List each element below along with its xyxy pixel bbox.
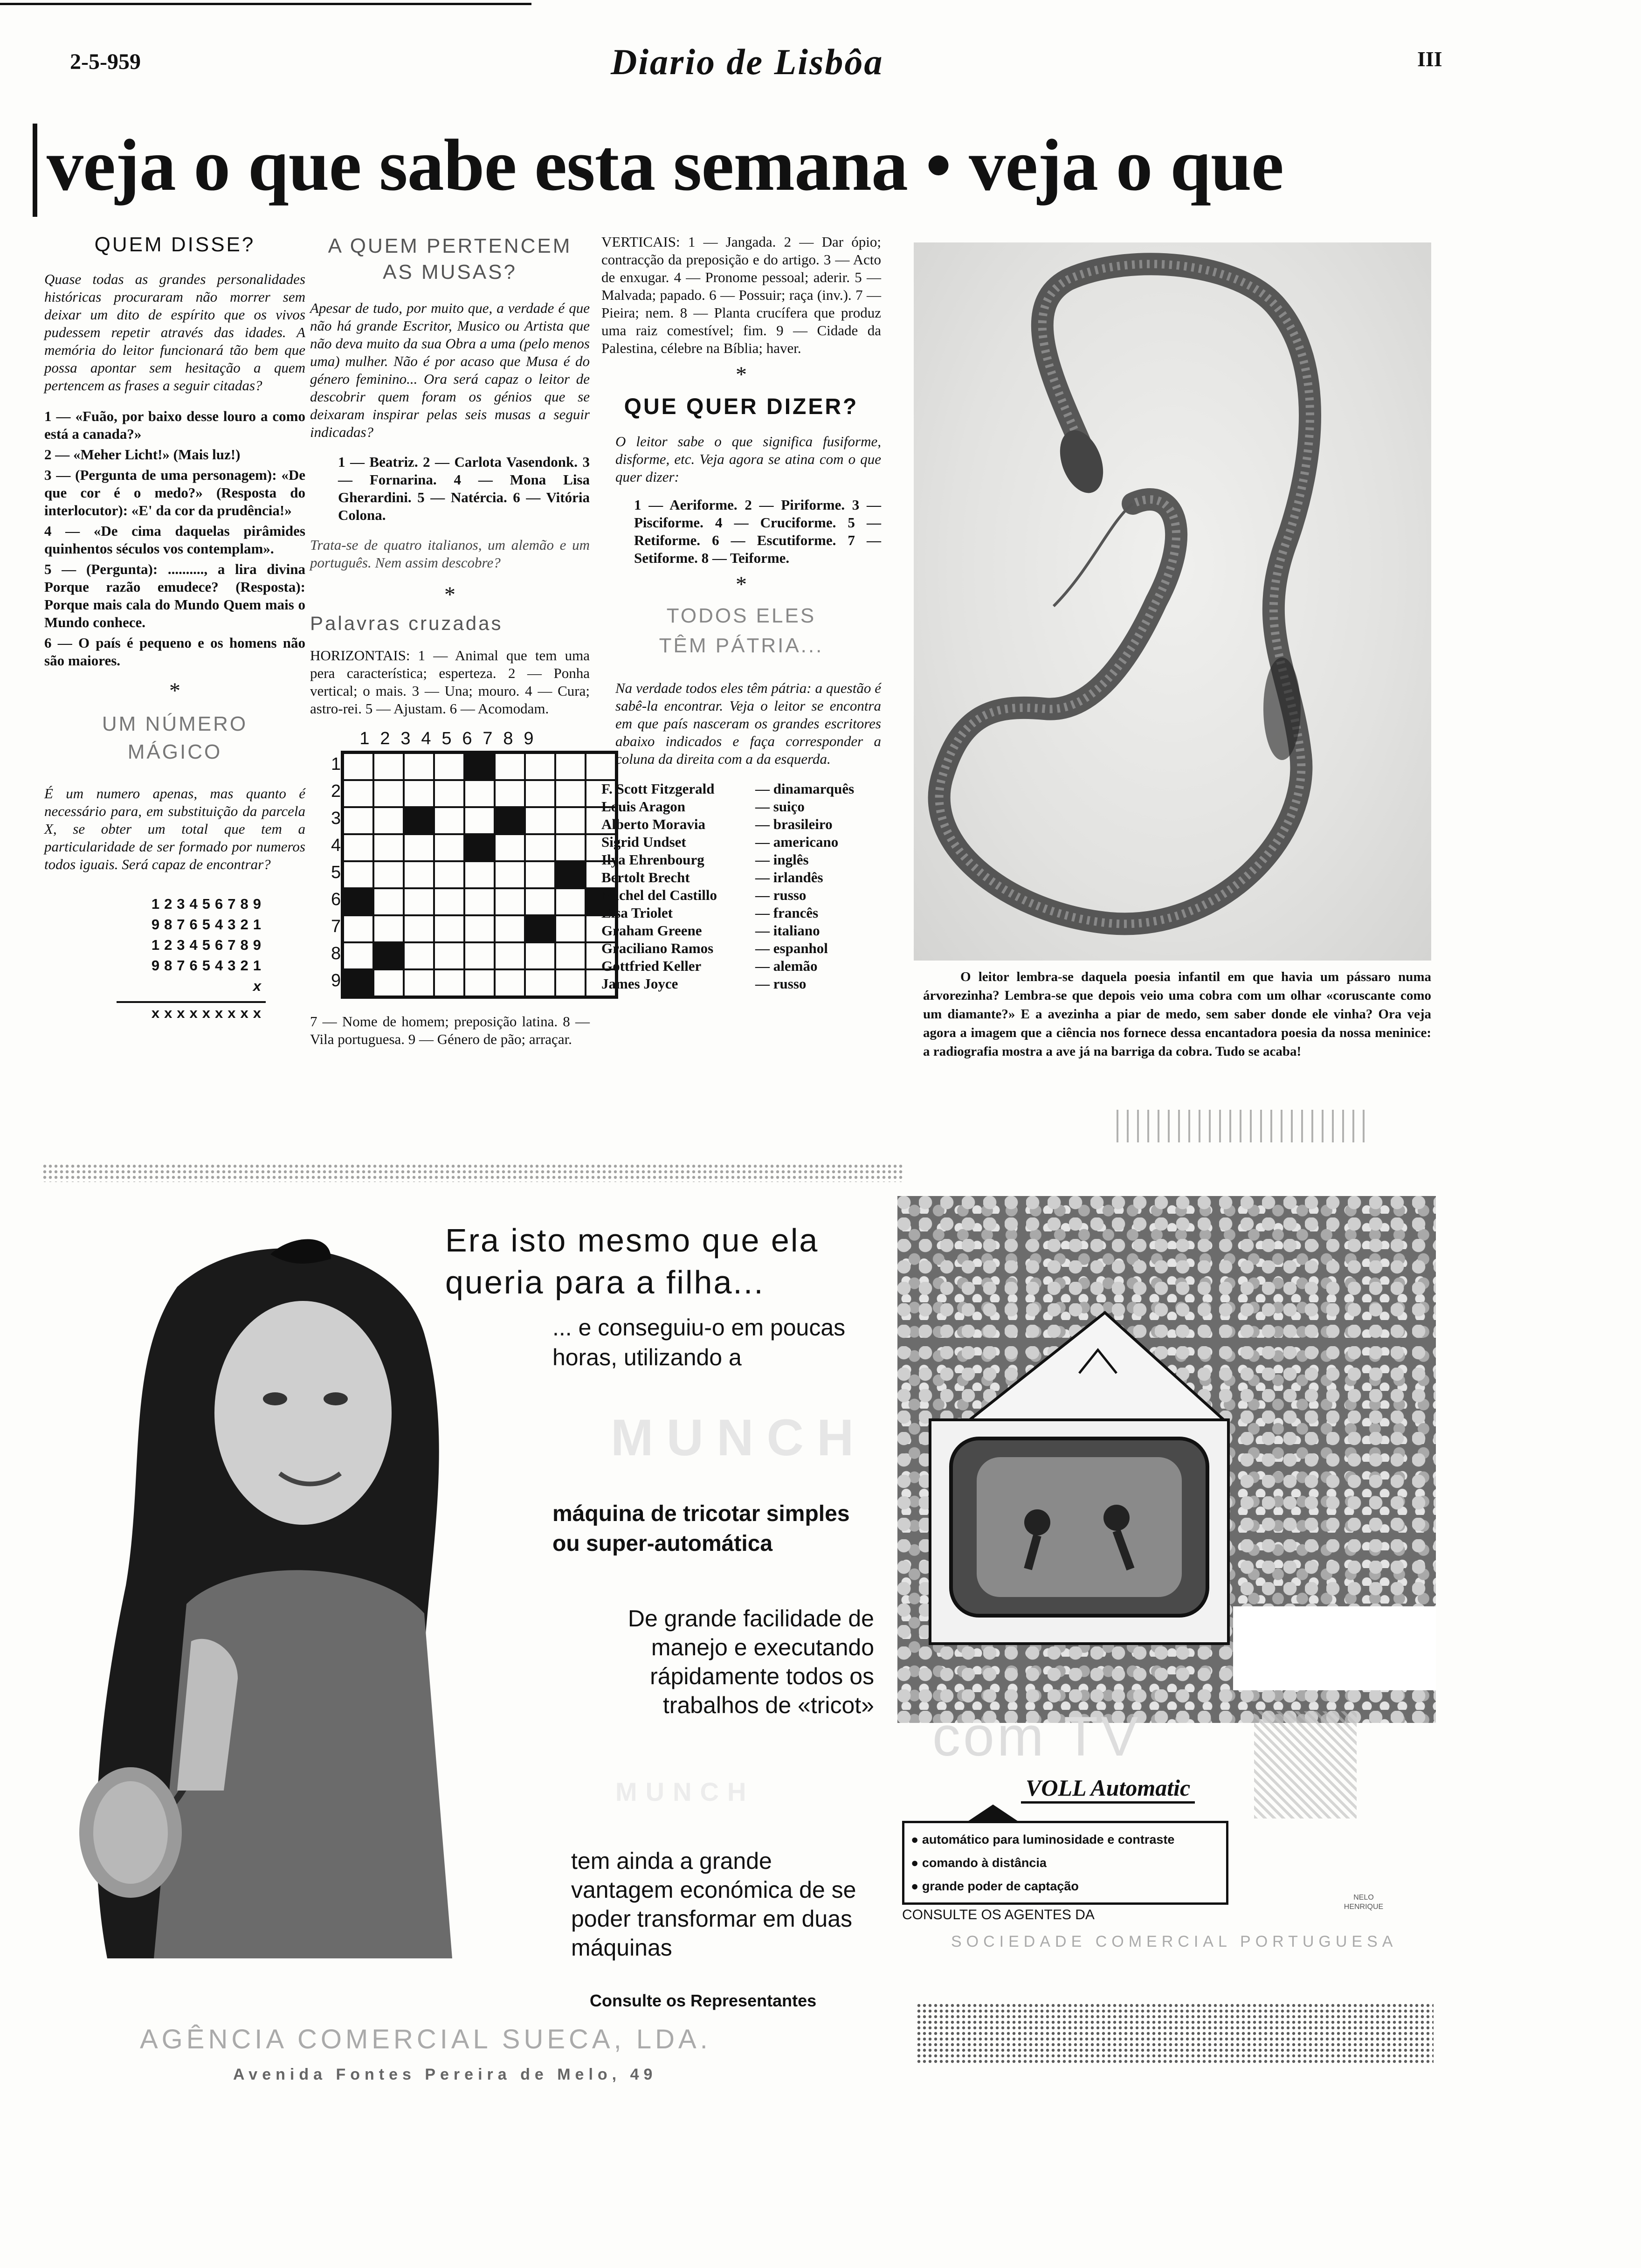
todos-tem-patria-intro: Na verdade todos eles têm pátria: a questão é sabê-la encontrar. Veja o leitor se encontra em que país nasceram os grandes escritores abaixo indicados e faça corresponder a coluna da direita com a da esquerda.: [615, 680, 881, 767]
col-num: 6: [462, 729, 472, 748]
crossword-cell[interactable]: [343, 942, 373, 969]
crossword-cell[interactable]: [555, 942, 586, 969]
col-num: 3: [400, 729, 411, 748]
writer-name: Gottfried Keller: [601, 958, 702, 974]
crossword-cell[interactable]: [404, 753, 434, 780]
newspaper-title: Diario de Lisbôa: [611, 41, 884, 82]
top-rule: [0, 3, 531, 5]
writer-name: Graham Greene: [601, 922, 702, 939]
crossword-cell[interactable]: [434, 861, 464, 888]
writer-name: Bertolt Brecht: [601, 869, 690, 885]
voll-automatic-logo: VOLL Automatic: [1021, 1774, 1195, 1804]
crossword-cell[interactable]: [404, 969, 434, 996]
crossword-cell[interactable]: [343, 834, 373, 861]
separator-star: *: [169, 678, 180, 703]
column-quem-disse: [44, 233, 305, 1023]
crossword-cell[interactable]: [434, 942, 464, 969]
ad-description: De grande facilidade de manejo e executando rápidamente todos os trabalhos de «tricot»: [627, 1605, 874, 1718]
writer-country: — brasileiro: [755, 816, 833, 832]
feature-2: ● comando à distância: [911, 1856, 1047, 1870]
que-quer-dizer-intro: O leitor sabe o que significa fusiforme, disforme, etc. Veja agora se atina com o que quer dizer:: [615, 433, 881, 485]
features-box: [902, 1821, 1228, 1905]
number-row-2: 987654321: [151, 916, 266, 933]
palavras-cruzadas-heading: Palavras cruzadas: [310, 612, 503, 634]
crossword-cell[interactable]: [464, 915, 495, 942]
feature-2-label: comando à distância: [922, 1856, 1047, 1870]
horizontais-clues-cont: 7 — Nome de homem; preposição latina. 8 — Vila portuguesa. 9 — Género de pão; arraçar.: [310, 1013, 590, 1047]
number-total: xxxxxxxxx: [151, 1005, 266, 1021]
musas-list: 1 — Beatriz. 2 — Carlota Vasendonk. 3 — Fornarina. 4 — Mona Lisa Gherardini. 5 — Natércia. 6 — Vitória Colona.: [338, 454, 590, 523]
writer-row: [601, 886, 881, 904]
crossword-cell[interactable]: [434, 834, 464, 861]
que-quer-dizer-heading: QUE QUER DIZER?: [624, 394, 859, 419]
writer-row: [601, 833, 881, 851]
writer-row: [601, 798, 881, 816]
crossword-cell[interactable]: [555, 969, 586, 996]
quote-5: 5 — (Pergunta): .........., a lira divina Porque razão emudece? (Resposta): Porque mais cala do Mundo Quem mais o Mundo conhece.: [44, 561, 305, 630]
writer-country: — irlandês: [755, 869, 823, 885]
col-num: 9: [524, 729, 534, 748]
number-row-4: 987654321: [151, 957, 266, 974]
crossword-cell[interactable]: [464, 780, 495, 807]
crossword-cell: [343, 888, 373, 915]
crossword-cell[interactable]: [495, 780, 525, 807]
writer-country: — russo: [755, 887, 807, 903]
crossword-cell[interactable]: [525, 861, 555, 888]
crossword-cell[interactable]: [525, 807, 555, 834]
crossword-column-numbers: [354, 729, 590, 749]
crossword-cell[interactable]: [495, 861, 525, 888]
feature-1: ● automático para luminosidade e contraste: [911, 1832, 1175, 1846]
crossword-cell[interactable]: [525, 942, 555, 969]
page-number: III: [1417, 47, 1442, 71]
crossword-cell[interactable]: [495, 888, 525, 915]
crossword-cell[interactable]: [495, 942, 525, 969]
crossword-cell[interactable]: [495, 834, 525, 861]
crossword-cell[interactable]: [464, 861, 495, 888]
col-num: 7: [483, 729, 493, 748]
writer-name: Sigrid Undset: [601, 834, 686, 850]
crossword-cell[interactable]: [464, 807, 495, 834]
separator-star: *: [444, 582, 455, 607]
crossword-cell[interactable]: [464, 969, 495, 996]
crossword-cell[interactable]: [495, 915, 525, 942]
writer-row: [601, 904, 881, 922]
crossword-cell[interactable]: [404, 888, 434, 915]
crossword-cell[interactable]: [373, 780, 404, 807]
crossword-cell[interactable]: [434, 780, 464, 807]
writer-row: [601, 940, 881, 957]
crossword-cell: [495, 807, 525, 834]
crossword-cell: [555, 861, 586, 888]
separator-star: *: [736, 572, 747, 597]
writer-row: [601, 816, 881, 833]
crossword-cell[interactable]: [373, 834, 404, 861]
writer-row: [601, 780, 881, 798]
feature-1-label: automático para luminosidade e contraste: [922, 1832, 1175, 1846]
writer-country: — inglês: [755, 851, 809, 868]
writer-country: — suiço: [755, 798, 805, 815]
crossword-cell[interactable]: [404, 861, 434, 888]
munch-logo-2: MUNCH: [615, 1777, 755, 1806]
writer-country: — russo: [755, 975, 807, 992]
writer-country: — alemão: [755, 958, 818, 974]
writer-row: [601, 975, 881, 993]
crossword-cell[interactable]: [555, 915, 586, 942]
snake-xray-photo: [914, 242, 1431, 961]
crossword-cell[interactable]: [525, 969, 555, 996]
arrow-icon: [965, 1805, 1021, 1823]
col-num: 4: [421, 729, 431, 748]
writer-row: [601, 851, 881, 869]
crossword-cell[interactable]: [555, 807, 586, 834]
separator-star: *: [736, 362, 747, 387]
crossword-cell: [404, 807, 434, 834]
addition-block: [117, 894, 266, 1023]
decorative-strip: [1117, 1110, 1373, 1142]
quote-4: 4 — «De cima daquelas pirâmides quinhentos séculos vos contemplam».: [44, 523, 305, 557]
crossword-cell[interactable]: [525, 753, 555, 780]
writer-name: Alberto Moravia: [601, 816, 705, 832]
row-num: 6: [331, 890, 341, 909]
crossword-cell[interactable]: [343, 861, 373, 888]
quem-disse-intro: Quase todas as grandes personalidades históricas procuraram não morrer sem deixar um dito de espírito que os vivos pudessem repetir através das idades. A memória do leitor funcionará tão bem que possa apontar sem hesitação a quem pertencem as frases a seguir citadas?: [44, 271, 305, 394]
girl-illustration: [70, 1231, 513, 1982]
row-num: 4: [331, 836, 341, 855]
crossword-cell[interactable]: [373, 915, 404, 942]
writer-name: Ilya Ehrenbourg: [601, 851, 704, 868]
crossword-cell[interactable]: [555, 834, 586, 861]
writer-country: — americano: [755, 834, 839, 850]
crossword-cell[interactable]: [373, 861, 404, 888]
tv-house-illustration: [897, 1196, 1436, 1723]
horizontais-clues: HORIZONTAIS: 1 — Animal que tem uma pera característica; esperteza. 2 — Ponha vertical; o mais. 3 — Una; mouro. 4 — Cura; astro-rei. 5 — Ajustam. 6 — Acomodam.: [310, 647, 590, 717]
writers-table: [601, 780, 881, 993]
agency-name: AGÊNCIA COMERCIAL SUECA, LDA.: [140, 2024, 711, 2054]
crossword-cell[interactable]: [495, 753, 525, 780]
writer-country: — italiano: [755, 922, 820, 939]
row-num: 5: [331, 863, 341, 882]
crossword-cell: [373, 942, 404, 969]
crossword-cell[interactable]: [404, 780, 434, 807]
crossword-cell[interactable]: [373, 888, 404, 915]
crossword-cell[interactable]: [464, 888, 495, 915]
feature-3-label: grande poder de captação: [922, 1879, 1079, 1893]
snake-icon: [914, 242, 1431, 961]
crossword-cell[interactable]: [434, 807, 464, 834]
crossword-cell[interactable]: [434, 753, 464, 780]
column-verticais: [601, 233, 881, 993]
musas-note: Trata-se de quatro italianos, um alemão e um português. Nem assim descobre?: [310, 537, 590, 571]
row-num: 9: [331, 971, 341, 990]
crossword-cell[interactable]: [525, 834, 555, 861]
writer-name: James Joyce: [601, 975, 678, 992]
row-num: 8: [331, 944, 341, 963]
row-num: 3: [331, 809, 341, 828]
number-row-3: 123456789: [151, 937, 266, 953]
feature-3: ● grande poder de captação: [911, 1879, 1079, 1893]
ad-consult: Consulte os Representantes: [590, 1991, 817, 2010]
section-divider: [42, 1163, 904, 1182]
col-num: 2: [380, 729, 390, 748]
writer-name: Michel del Castillo: [601, 887, 717, 903]
crossword-cell: [464, 834, 495, 861]
ad-subheadline: ... e conseguiu-o em poucas horas, utilizando a: [552, 1314, 846, 1370]
todos-tem-patria-heading: TODOS ELES TÊM PÁTRIA...: [659, 604, 824, 657]
row-num: 7: [331, 917, 341, 936]
crossword-cell[interactable]: [434, 915, 464, 942]
crossword-cell[interactable]: [404, 915, 434, 942]
row-num: 1: [331, 754, 341, 774]
writer-name: Graciliano Ramos: [601, 940, 714, 956]
writer-name: Elsa Triolet: [601, 905, 673, 921]
col-num: 1: [359, 729, 370, 748]
crossword-cell[interactable]: [434, 888, 464, 915]
crossword-cell[interactable]: [464, 942, 495, 969]
column-musas: [310, 233, 590, 1048]
quote-2: 2 — «Meher Licht!» (Mais luz!): [44, 446, 241, 463]
crossword-cell[interactable]: [373, 753, 404, 780]
col-num: 8: [503, 729, 513, 748]
munch-logo: MUNCH: [611, 1409, 867, 1466]
crossword-cell[interactable]: [343, 753, 373, 780]
com-tv-headline: com TV: [932, 1705, 1141, 1768]
number-row-1: 123456789: [151, 896, 266, 912]
crossword-cell[interactable]: [343, 780, 373, 807]
que-quer-dizer-list: 1 — Aeriforme. 2 — Piriforme. 3 — Pisciforme. 4 — Cruciforme. 5 — Retiforme. 6 — Escutiforme. 7 — Setiforme. 8 — Teiforme.: [634, 497, 881, 566]
crossword-row-numbers: [331, 751, 341, 999]
company-name: SOCIEDADE COMERCIAL PORTUGUESA: [951, 1933, 1398, 1950]
writer-row: [601, 957, 881, 975]
quote-1: 1 — «Fuão, por baixo desse louro a como está a canada?»: [44, 408, 305, 442]
date: 2-5-959: [70, 49, 141, 74]
girl-photo: [70, 1231, 513, 1982]
crossword-cell[interactable]: [343, 915, 373, 942]
banner: [33, 124, 1445, 217]
verticais-clues: VERTICAIS: 1 — Jangada. 2 — Dar ópio; contracção da preposição e do artigo. 3 — Acto de enxugar. 4 — Pronome pessoal; aderir. 5 — Malvada; papado. 6 — Possuir; raça (inv.). 7 — Pieira; nem. 8 — Planta crucífera que produz uma raiz comestível; fim. 9 — Cidade da Palestina, célebre na Bíblia; haver.: [601, 234, 881, 356]
crossword-cell[interactable]: [373, 969, 404, 996]
quem-disse-heading: QUEM DISSE?: [94, 233, 255, 256]
writer-row: [601, 922, 881, 940]
row-num: 2: [331, 781, 341, 801]
writer-country: — francês: [755, 905, 819, 921]
quote-3: 3 — (Pergunta de uma personagem): «De que cor é o medo?» (Resposta do interlocutor): «E' da cor da prudência!»: [44, 467, 305, 519]
crossword-cell[interactable]: [525, 888, 555, 915]
quote-6: 6 — O país é pequeno e os homens não são maiores.: [44, 635, 305, 669]
agency-address: Avenida Fontes Pereira de Melo, 49: [233, 2066, 657, 2083]
crossword-cell: [343, 969, 373, 996]
crossword-cell: [525, 915, 555, 942]
crossword-cell[interactable]: [555, 888, 586, 915]
crossword-cell[interactable]: [404, 942, 434, 969]
artist-signature: NELO HENRIQUE: [1344, 1894, 1384, 1911]
crossword-cell[interactable]: [373, 807, 404, 834]
banner-text: veja o que sabe esta semana • veja o que: [47, 124, 1283, 206]
col-num: 5: [441, 729, 452, 748]
writer-name: F. Scott Fitzgerald: [601, 781, 715, 797]
musas-intro: Apesar de tudo, por muito que, a verdade é que não há grande Escritor, Musico ou Artista que não deva muito da sua Obra a uma (pelo menos uma) mulher. Não é por acaso que Musa é do género feminino... Ora será capaz o leitor de descobrir quem foram os génios que se deixaram inspirar pelas seis musas a seguir indicadas?: [310, 300, 590, 440]
halftone-block: [916, 2003, 1434, 2063]
ad-description-2: tem ainda a grande vantagem económica de se poder transformar em duas máquinas: [571, 1848, 856, 1961]
ad-machine-text: máquina de tricotar simples ou super-automática: [552, 1501, 850, 1556]
numero-magico-heading: UM NÚMERO MÁGICO: [102, 712, 248, 763]
musas-heading: A QUEM PERTENCEM AS MUSAS?: [328, 235, 572, 284]
crossword-cell[interactable]: [404, 834, 434, 861]
scribble-graphic: [1254, 1711, 1357, 1819]
snake-caption: O leitor lembra-se daquela poesia infantil em que havia um pássaro numa árvorezinha? Lembra-se que depois veio uma cobra com um olhar «coruscante como um diamante?» E a avezinha a piar de medo, sem saber donde ele vinha? Ora veja agora a imagem que a ciência nos fornece dessa encantadora poesia da nossa meninice: a radiografia mostra a ave já na barriga da cobra. Tudo se acaba!: [923, 969, 1431, 1059]
crossword-cell[interactable]: [343, 807, 373, 834]
crossword-cell[interactable]: [434, 969, 464, 996]
writer-country: — dinamarquês: [755, 781, 855, 797]
crossword-cell[interactable]: [525, 780, 555, 807]
writer-country: — espanhol: [755, 940, 828, 956]
crossword-cell: [464, 753, 495, 780]
crossword-cell[interactable]: [495, 969, 525, 996]
writer-row: [601, 869, 881, 886]
number-row-x: x: [253, 978, 266, 994]
consult-agents: CONSULTE OS AGENTES DA: [902, 1907, 1095, 1922]
crossword-cell[interactable]: [555, 753, 586, 780]
numero-magico-intro: É um numero apenas, mas quanto é necessário para, em substituição da parcela X, se obter um total que tem a particularidade de ser formado por numeros todos iguais. Será capaz de encontrar?: [44, 785, 305, 872]
writer-name: Louis Aragon: [601, 798, 686, 815]
ad-headline: Era isto mesmo que ela queria para a filha...: [445, 1222, 819, 1300]
crossword-cell[interactable]: [555, 780, 586, 807]
crossword-grid[interactable]: [341, 751, 618, 999]
crowd-photo: [897, 1196, 1436, 1723]
